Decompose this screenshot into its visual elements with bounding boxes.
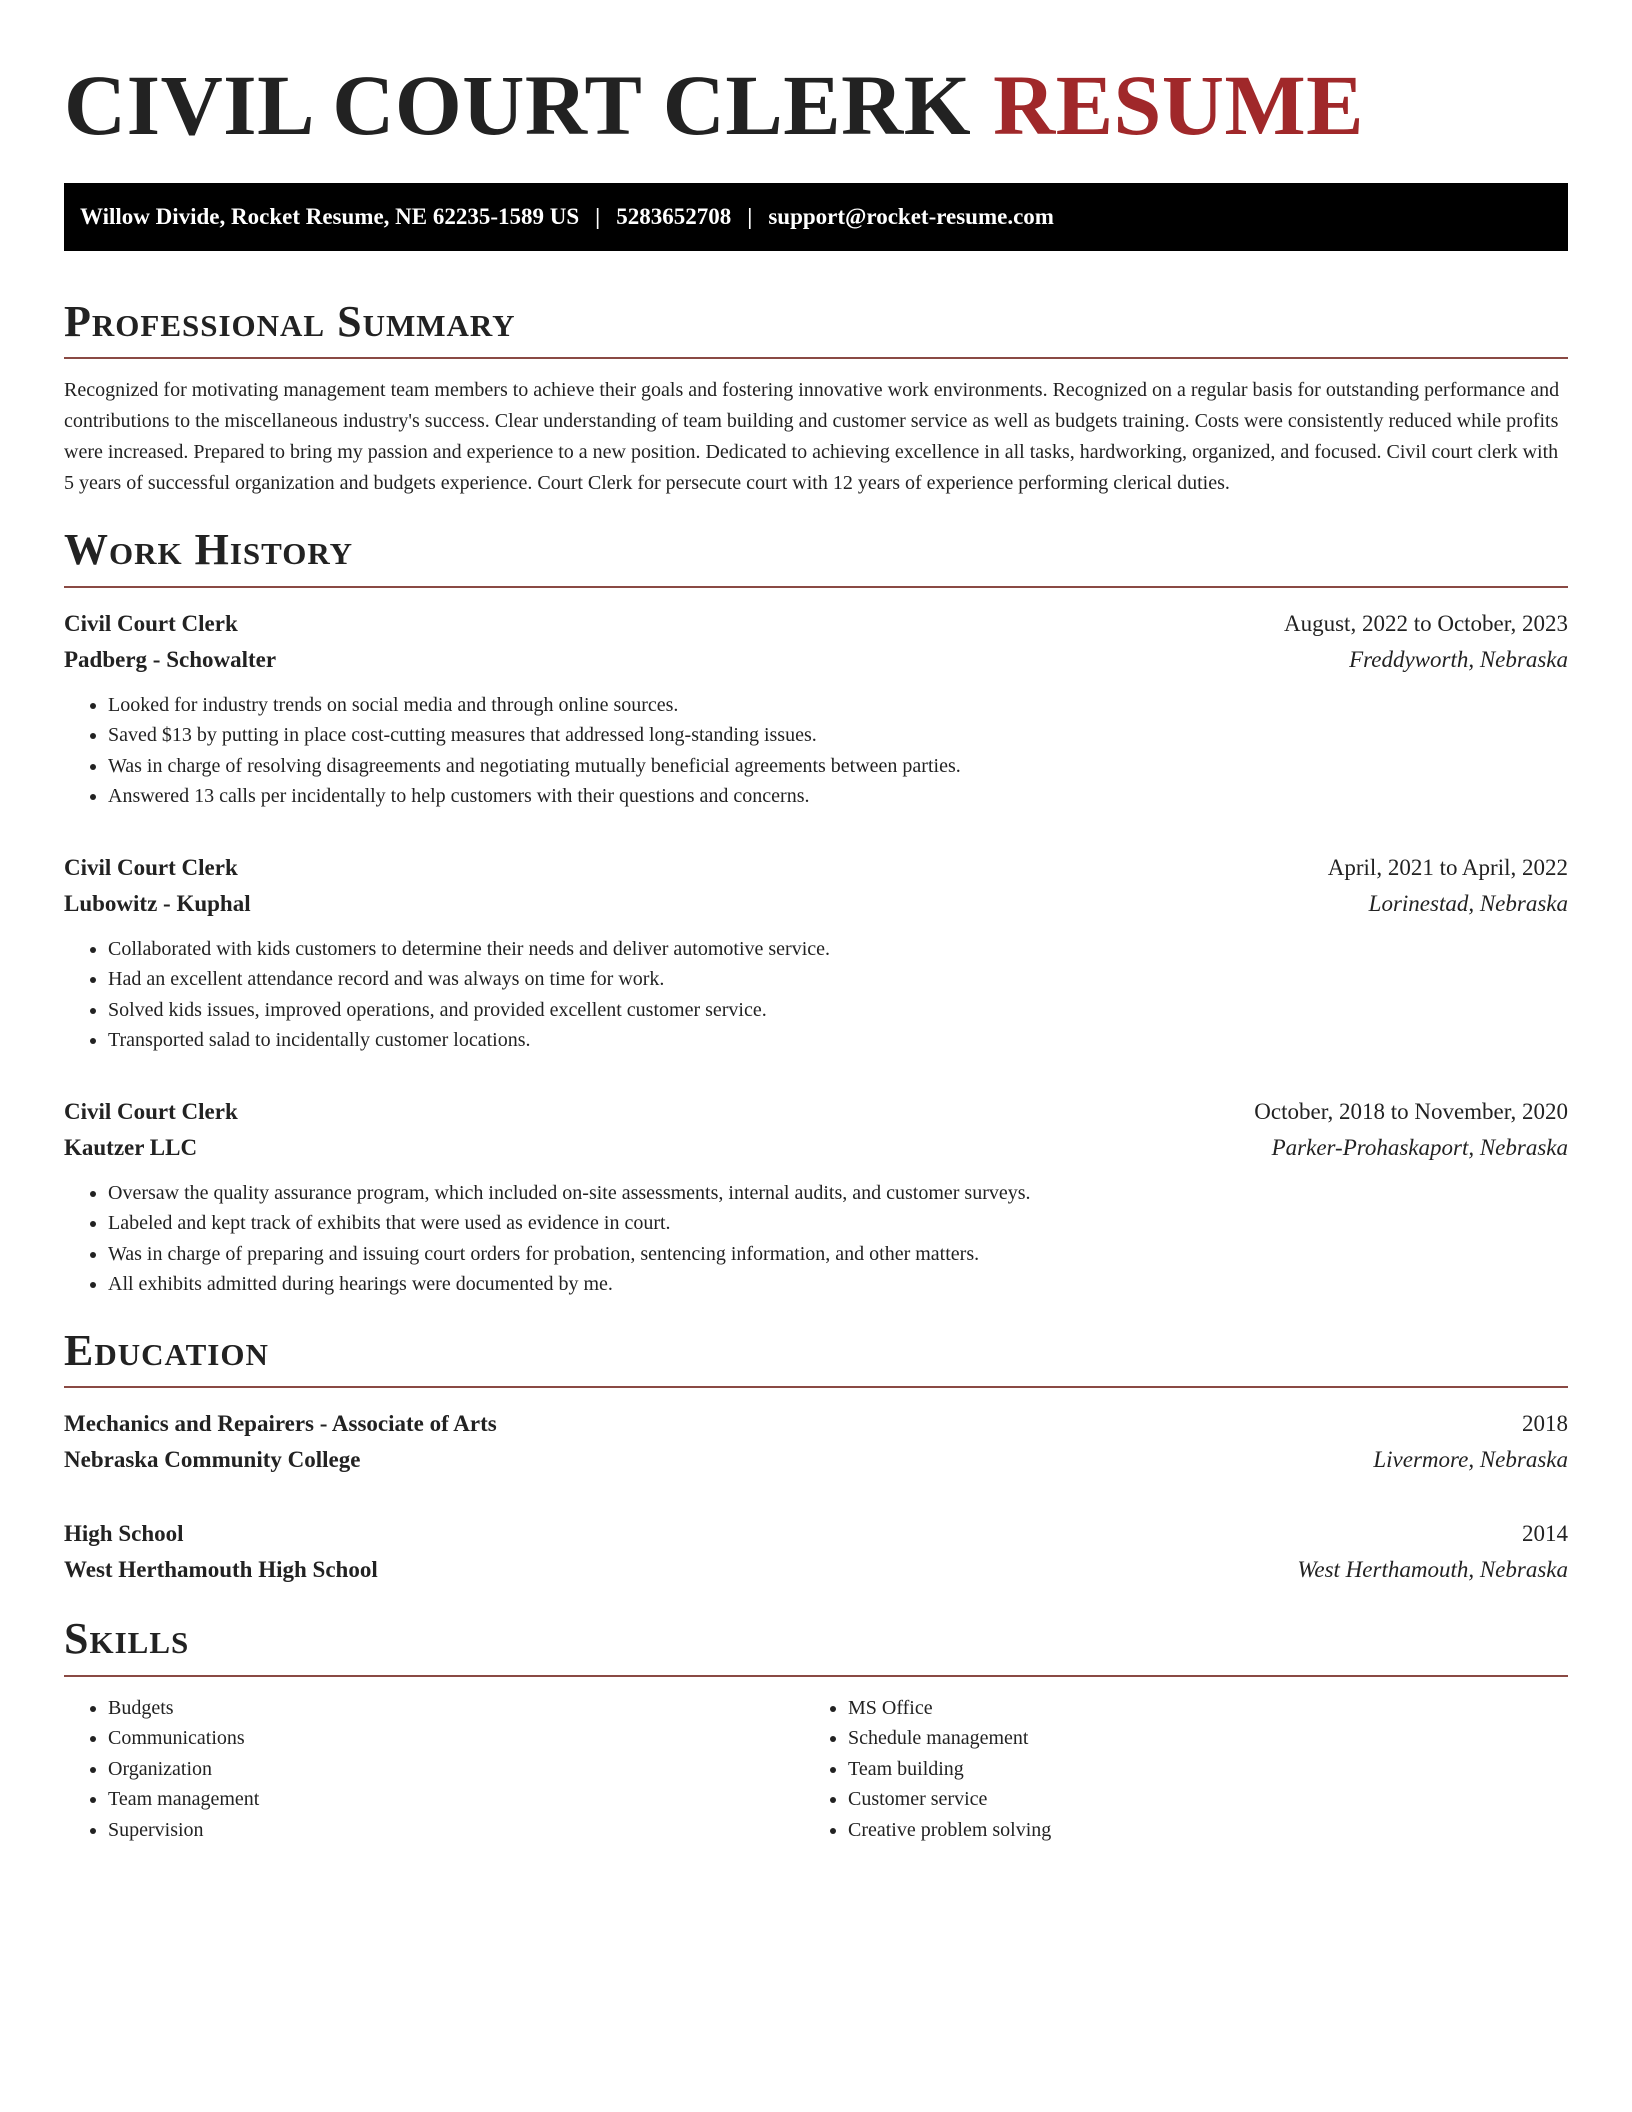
job-entry <box>64 606 1568 812</box>
list-item: • Was in charge of preparing and issuing court orders for probation, sentencing information, and other matters. <box>108 1239 1568 1270</box>
skills-heading: Skills <box>64 1614 1568 1677</box>
job-bullets <box>64 934 1568 1056</box>
list-item: • Answered 13 calls per incidentally to help customers with their questions and concerns. <box>108 781 1568 812</box>
education-heading: Education <box>64 1326 1568 1389</box>
list-item: • Creative problem solving <box>848 1815 1544 1846</box>
list-item: • Team building <box>848 1754 1544 1785</box>
job-company: Lubowitz - Kuphal <box>64 890 251 916</box>
list-item: • Transported salad to incidentally customer locations. <box>108 1025 1568 1056</box>
summary-heading: Professional Summary <box>64 297 1568 360</box>
education-degree: High School <box>64 1521 184 1547</box>
skills-columns <box>64 1693 1568 1846</box>
list-item: • Oversaw the quality assurance program, which included on-site assessments, internal audits, and customer surveys. <box>108 1178 1568 1209</box>
contact-separator: | <box>595 203 601 229</box>
job-company: Padberg - Schowalter <box>64 646 277 672</box>
education-school: West Herthamouth High School <box>64 1557 378 1583</box>
list-item: • Supervision <box>108 1815 804 1846</box>
list-item: • Schedule management <box>848 1723 1544 1754</box>
list-item: • Collaborated with kids customers to determine their needs and deliver automotive service. <box>108 934 1568 965</box>
job-company: Kautzer LLC <box>64 1134 198 1160</box>
skills-list-right <box>804 1693 1544 1846</box>
education-degree: Mechanics and Repairers - Associate of Arts <box>64 1411 497 1437</box>
education-school: Nebraska Community College <box>64 1447 361 1473</box>
contact-bar <box>64 183 1568 251</box>
list-item: • MS Office <box>848 1693 1544 1724</box>
resume-title <box>64 58 1568 153</box>
list-item: • Team management <box>108 1784 804 1815</box>
list-item: • Was in charge of resolving disagreements and negotiating mutually beneficial agreements between parties. <box>108 751 1568 782</box>
list-item: • Looked for industry trends on social media and through online sources. <box>108 690 1568 721</box>
job-title: Civil Court Clerk <box>64 1098 238 1124</box>
job-location: Lorinestad, Nebraska <box>1368 890 1568 916</box>
list-item: • Had an excellent attendance record and was always on time for work. <box>108 964 1568 995</box>
list-item: • Customer service <box>848 1784 1544 1815</box>
summary-text: Recognized for motivating management team members to achieve their goals and fostering innovative work environments. Recognized on a regular basis for outstanding performance and contributions to the miscellaneous industry's success. Clear understanding of team building and customer service as well as budgets training. Costs were consistently reduced while profits were increased. Prepared to bring my passion and experience to a new position. Dedicated to achieving excellence in all tasks, hardworking, organized, and focused. Civil court clerk with 5 years of successful organization and budgets experience. Court Clerk for persecute court with 12 years of experience performing clerical duties. <box>64 379 1560 495</box>
job-dates: October, 2018 to November, 2020 <box>1254 1098 1568 1124</box>
education-location: West Herthamouth, Nebraska <box>1297 1557 1568 1583</box>
contact-separator: | <box>747 203 753 229</box>
job-dates: April, 2021 to April, 2022 <box>1327 854 1568 880</box>
list-item: • Budgets <box>108 1693 804 1724</box>
job-entry <box>64 1094 1568 1300</box>
job-entry <box>64 850 1568 1056</box>
job-title: Civil Court Clerk <box>64 854 238 880</box>
job-location: Freddyworth, Nebraska <box>1349 646 1568 672</box>
education-entry <box>64 1406 1568 1478</box>
list-item: • Organization <box>108 1754 804 1785</box>
education-location: Livermore, Nebraska <box>1373 1447 1568 1473</box>
list-item: • All exhibits admitted during hearings were documented by me. <box>108 1269 1568 1300</box>
education-year: 2018 <box>1522 1411 1568 1437</box>
work-history-heading: Work History <box>64 525 1568 588</box>
list-item: • Labeled and kept track of exhibits that were used as evidence in court. <box>108 1208 1568 1239</box>
education-entry <box>64 1516 1568 1588</box>
contact-phone: 5283652708 <box>616 203 732 229</box>
title-accent: RESUME <box>993 57 1365 153</box>
list-item: • Solved kids issues, improved operations, and provided excellent customer service. <box>108 995 1568 1026</box>
job-location: Parker-Prohaskaport, Nebraska <box>1271 1134 1568 1160</box>
contact-address: Willow Divide, Rocket Resume, NE 62235-1589 US <box>80 203 580 229</box>
contact-email: support@rocket-resume.com <box>768 203 1054 229</box>
job-bullets <box>64 690 1568 812</box>
job-bullets <box>64 1178 1568 1300</box>
education-year: 2014 <box>1522 1521 1568 1547</box>
list-item: • Communications <box>108 1723 804 1754</box>
skills-list-left <box>64 1693 804 1846</box>
job-dates: August, 2022 to October, 2023 <box>1284 610 1568 636</box>
list-item: • Saved $13 by putting in place cost-cutting measures that addressed long-standing issues. <box>108 720 1568 751</box>
title-main: CIVIL COURT CLERK <box>64 57 972 153</box>
job-title: Civil Court Clerk <box>64 610 238 636</box>
